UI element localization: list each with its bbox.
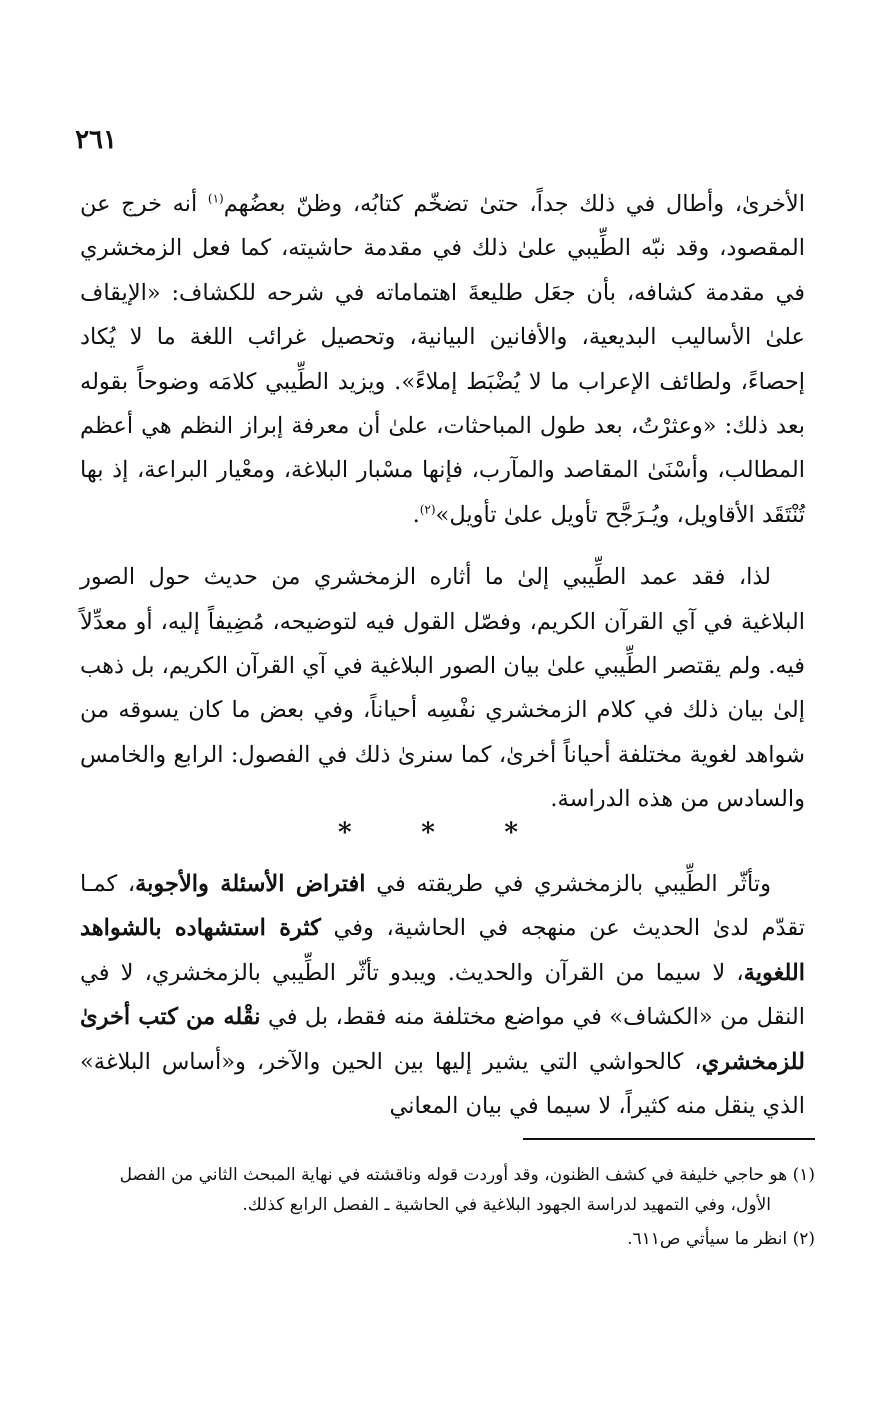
paragraph-3-text-4: ، كالحواشي التي يشير إليها بين الحين والآخر، و«أساس البلاغة» الذي ينقل منه كثيراً، لا سيما في بيان المعاني [80, 1048, 805, 1120]
paragraph-1-text-a: الأخرىٰ، وأطال في ذلك جداً، حتىٰ تضخّم كتابُه، وظنّ بعضُهم [223, 191, 806, 217]
footnote-1 [80, 1160, 815, 1220]
section-separator [338, 816, 518, 850]
paragraph-3-text-2: ، كمـا تقدّم لدىٰ الحديث عن منهجه في الحاشية، وفي [80, 871, 805, 942]
footnote-1-number: (١) [792, 1165, 815, 1185]
footnote-ref-2[interactable]: (٢) [419, 502, 436, 517]
page-number: ٢٦١ [75, 125, 117, 155]
paragraph-3-text-1: وتأثّر الطِّيبي بالزمخشري في طريقته في [365, 871, 772, 897]
paragraph-1 [80, 182, 805, 537]
main-text-block-2 [80, 862, 805, 1128]
footnote-2-number: (٢) [792, 1229, 815, 1249]
paragraph-3-bold-1: افتراض الأسئلة والأجوبة [135, 871, 366, 897]
paragraph-1-text-b: أنه خرج عن المقصود، وقد نبّه الطِّيبي علىٰ ذلك في مقدمة حاشيته، كما فعل الزمخشري في مقدمة كشافه، بأن جعَل طليعةَ اهتماماته في شرحه للكشاف: «الإيقاف علىٰ الأساليب البديعية، والأفانين البيانية، وتحصيل غرائب اللغة ما لا يُكاد إحصاءً، ولطائف الإعراب ما لا يُضْبَط إملاءً». ويزيد الطِّيبي كلامَه وضوحاً بقوله بعد ذلك: «وعثرْتُ، بعد طول المباحثات، علىٰ أن معرفة إبراز النظم هي أعظم المطالب، وأسْنَىٰ المقاصد والمآرب، فإنها مسْبار البلاغة، ومعْيار البراعة، إذ بها تُنْتَقَد الأقاويل، ويُـرَجَّح تأويل علىٰ تأويل» [80, 191, 805, 528]
separator-star: * [338, 818, 352, 848]
separator-star: * [421, 818, 435, 848]
footnote-1-line-1: هو حاجي خليفة في كشف الظنون، وقد أوردت قوله وناقشته في نهاية المبحث الثاني من الفصل [119, 1165, 788, 1185]
paragraph-1-text-c: . [412, 501, 420, 528]
separator-star: * [504, 818, 518, 848]
paragraph-3-text-3: ، لا سيما من القرآن والحديث. ويبدو تأثّر الطِّيبي بالزمخشري، لا في النقل من «الكشاف» في مواضع مختلفة منه فقط، بل في [80, 959, 805, 1031]
footnote-ref-1[interactable]: (١) [207, 191, 224, 206]
paragraph-3 [80, 862, 805, 1128]
main-text-block [80, 182, 805, 822]
paragraph-2: لذا، فقد عمد الطِّيبي إلىٰ ما أثاره الزمخشري من حديث حول الصور البلاغية في آي القرآن الكريم، وفصّل القول فيه لتوضيحه، مُضِيفاً إليه، أو معدِّلاً فيه. ولم يقتصر الطِّيبي علىٰ بيان الصور البلاغية في آي القرآن الكريم، بل ذهب إلىٰ بيان ذلك في كلام الزمخشري نفْسِه أحياناً، وفي بعض ما كان يسوقه من شواهد لغوية مختلفة أحياناً أخرىٰ، كما سنرىٰ ذلك في الفصول: الرابع والخامس والسادس من هذه الدراسة. [80, 564, 805, 813]
footnote-divider [523, 1138, 815, 1140]
footnote-2-text: انظر ما سيأتي ص٦١١. [627, 1229, 788, 1249]
footnote-1-line-2: الأول، وفي التمهيد لدراسة الجهود البلاغية في الحاشية ـ الفصل الرابع كذلك. [242, 1195, 771, 1215]
paragraph-3-bold-3: نقْله من كتب أخرىٰ للزمخشري [80, 1004, 805, 1075]
footnotes [80, 1160, 815, 1258]
paragraph-3-bold-2: كثرة استشهاده بالشواهد اللغوية [80, 915, 805, 986]
footnote-2 [80, 1224, 815, 1254]
